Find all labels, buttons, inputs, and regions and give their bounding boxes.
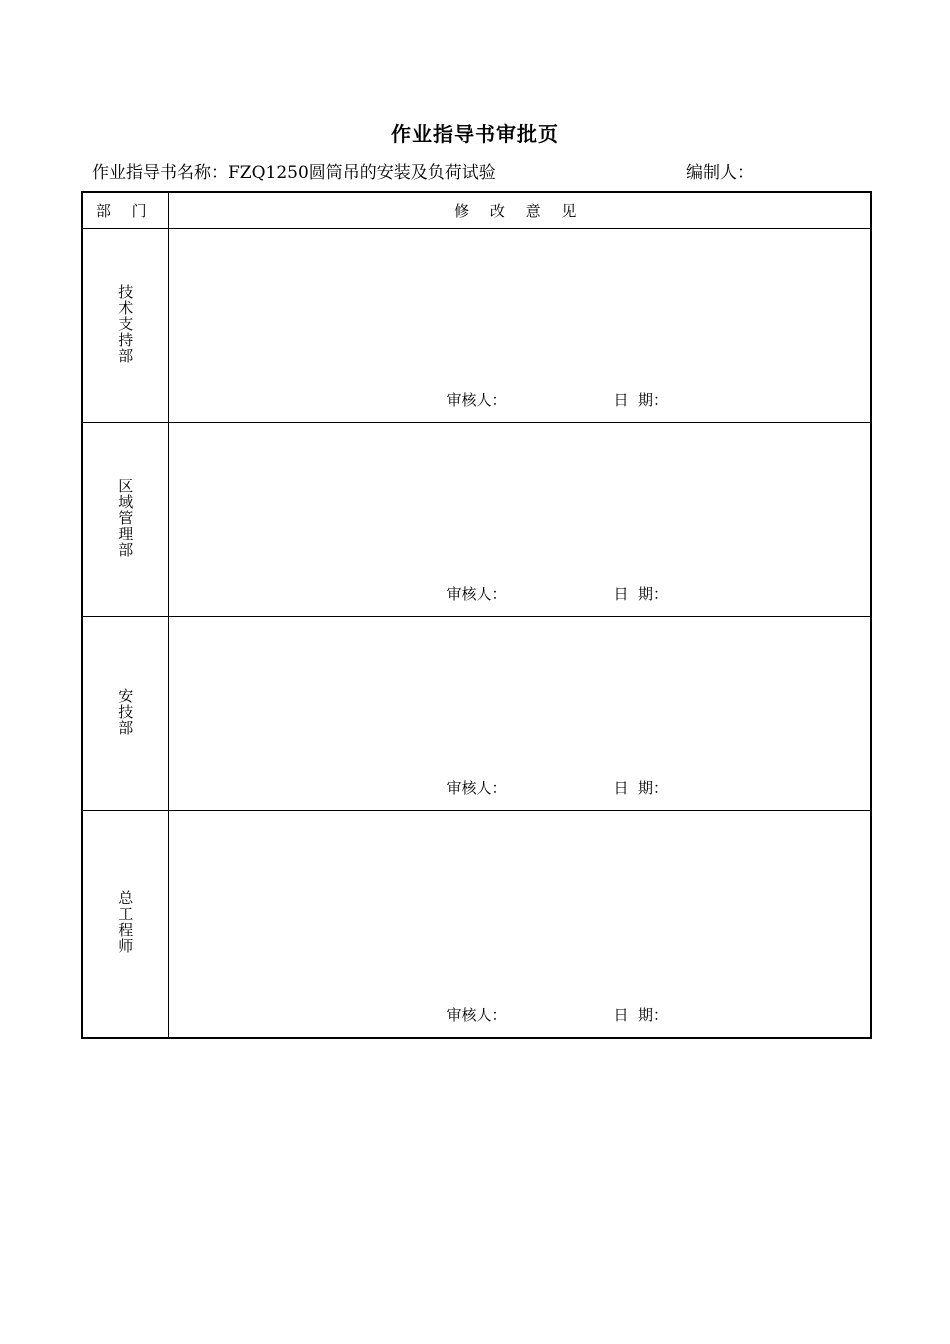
table-row xyxy=(82,811,871,1038)
instruction-name-label: 作业指导书名称：FZQ1250圆筒吊的安装及负荷试验 xyxy=(92,163,496,183)
page-title: 作业指导书审批页 xyxy=(391,122,559,146)
table-row xyxy=(82,423,871,617)
date-label: 日 期： xyxy=(613,585,669,603)
reviewer-label: 审核人： xyxy=(446,1005,507,1024)
department-name: 技术支持部 xyxy=(116,283,135,364)
opinion-cell[interactable] xyxy=(168,617,871,811)
table-row xyxy=(82,229,871,423)
department-cell xyxy=(82,229,168,423)
opinion-cell[interactable] xyxy=(168,229,871,423)
opinion-cell[interactable] xyxy=(168,811,871,1038)
table-row xyxy=(82,617,871,811)
table-header-row xyxy=(82,192,871,229)
reviewer-label: 审核人： xyxy=(446,391,507,409)
date-label: 日 期： xyxy=(613,1005,669,1024)
department-cell xyxy=(82,617,168,811)
date-label: 日 期： xyxy=(613,391,669,409)
reviewer-label: 审核人： xyxy=(446,585,507,603)
editor-label: 编制人： xyxy=(686,163,754,183)
approval-table xyxy=(81,191,872,1039)
reviewer-label: 审核人： xyxy=(446,779,507,797)
department-header: 部 门 xyxy=(82,192,168,229)
opinion-header: 修 改 意 见 xyxy=(168,192,871,229)
date-label: 日 期： xyxy=(613,779,669,797)
department-name: 总工程师 xyxy=(116,889,135,954)
opinion-cell[interactable] xyxy=(168,423,871,617)
department-cell xyxy=(82,811,168,1038)
department-cell xyxy=(82,423,168,617)
department-name: 安技部 xyxy=(116,687,135,736)
department-name: 区域管理部 xyxy=(116,477,135,558)
